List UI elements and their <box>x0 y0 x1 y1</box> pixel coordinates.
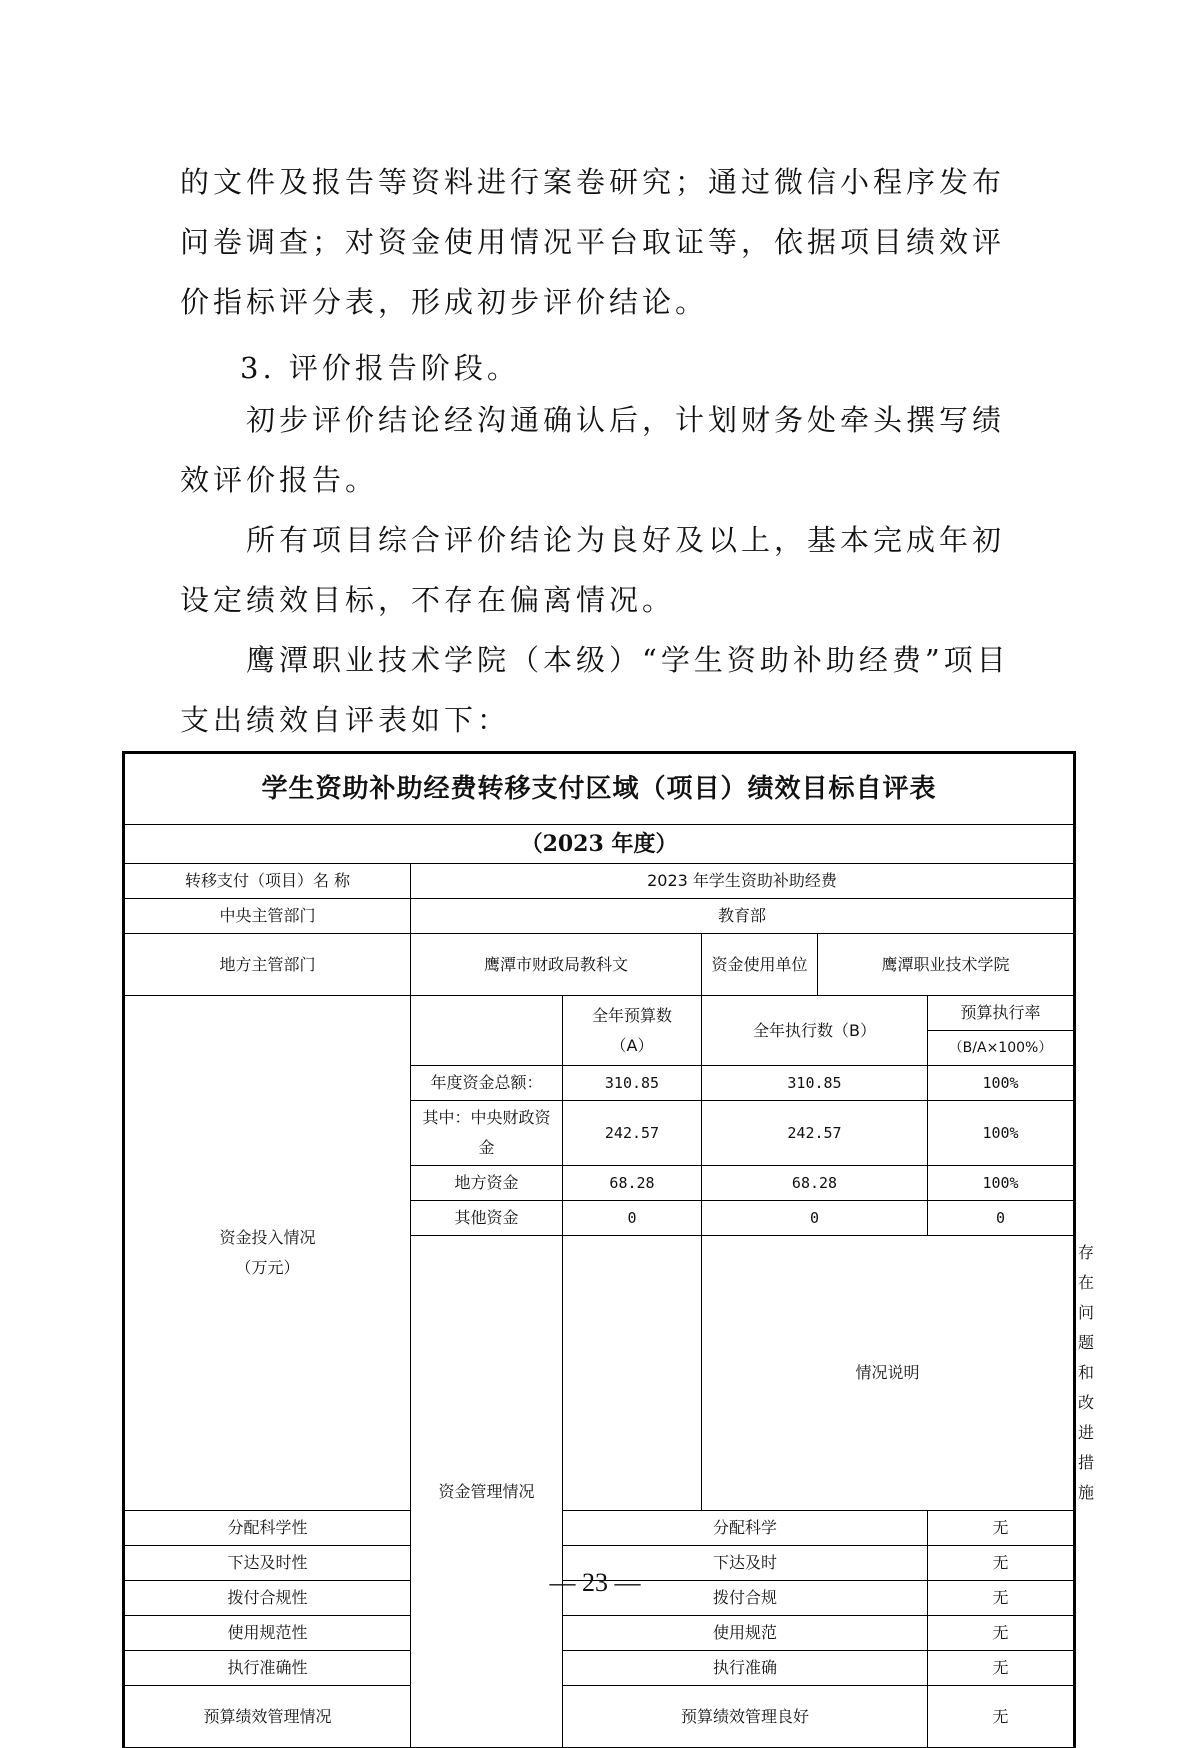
funding-row-label: 其中：中央财政资金 <box>411 1101 563 1166</box>
funding-row-label: 其他资金 <box>411 1201 563 1236</box>
table-year: （2023 年度） <box>125 825 1074 864</box>
user-unit-label: 资金使用单位 <box>702 934 818 996</box>
body-paragraph-3: 所有项目综合评价结论为良好及以上，基本完成年初设定绩效目标，不存在偏离情况。 <box>180 523 1006 617</box>
funding-section-label: 资金投入情况 （万元） <box>125 996 411 1511</box>
funding-rate-value: 100% <box>928 1166 1074 1201</box>
funding-exec-value: 242.57 <box>702 1101 928 1166</box>
col-budget-header: 全年预算数 （A） <box>563 996 702 1066</box>
central-dept-label: 中央主管部门 <box>125 899 411 934</box>
management-desc: 使用规范 <box>563 1616 928 1651</box>
management-desc: 拨付合规 <box>563 1581 928 1616</box>
management-row-label: 分配科学性 <box>125 1511 411 1546</box>
project-name-label: 转移支付（项目）名 称 <box>125 864 411 899</box>
management-issue: 无 <box>928 1581 1074 1616</box>
management-row-label: 预算绩效管理情况 <box>125 1686 411 1748</box>
central-dept-value: 教育部 <box>411 899 1074 934</box>
management-row-label: 下达及时性 <box>125 1546 411 1581</box>
funding-row-label: 年度资金总额： <box>411 1066 563 1101</box>
management-issue: 无 <box>928 1686 1074 1748</box>
local-dept-value: 鹰潭市财政局教科文 <box>411 934 702 996</box>
col-desc-header: 情况说明 <box>702 1236 1074 1511</box>
funding-rate-value: 100% <box>928 1066 1074 1101</box>
funding-rate-value: 0 <box>928 1201 1074 1236</box>
funding-header-blank <box>411 996 563 1066</box>
body-paragraph-2: 初步评价结论经沟通确认后，计划财务处牵头撰写绩效评价报告。 <box>180 403 1006 497</box>
project-name-value: 2023 年学生资助补助经费 <box>411 864 1074 899</box>
col-exec-header: 全年执行数（B） <box>702 996 928 1066</box>
funding-exec-value: 0 <box>702 1201 928 1236</box>
performance-evaluation-table: 学生资助补助经费转移支付区域（项目）绩效目标自评表 （2023 年度） 转移支付（项目）名 称 2023 年学生资助补助经费 中央主管部门 教育部 地方主管部门 鹰潭市财政局教科文 资金使用单位 鹰潭职业技术学院 资金投入情况 （万元） 全年预算数 （A） 全年执行数（B） 预算执行率 （B/A×100%） 年度资金总额： 310.85 310.85 100% 其中：中央财政资金 242.57 242.57 100% 地方资金 68.28 68.28 100% 其他资金 0 0 0 资金管理情况 情况说明 存在问题和改进措施 分配科学性 分配科学 无 下达及时性 下达及时 无 拨付合规性 拨付合规 无 使用规范性 使用规范 无 执行准确性 执行准确 无 预算绩效管理情况 预算绩效管理良好 无 <box>124 753 1074 1748</box>
funding-budget-value: 310.85 <box>563 1066 702 1101</box>
table-title: 学生资助补助经费转移支付区域（项目）绩效目标自评表 <box>125 754 1074 825</box>
local-dept-label: 地方主管部门 <box>125 934 411 996</box>
funding-row-label: 地方资金 <box>411 1166 563 1201</box>
management-row-label: 执行准确性 <box>125 1651 411 1686</box>
management-desc: 分配科学 <box>563 1511 928 1546</box>
management-section-label: 资金管理情况 <box>411 1236 563 1748</box>
management-desc: 预算绩效管理良好 <box>563 1686 928 1748</box>
body-paragraph-1: 的文件及报告等资料进行案卷研究；通过微信小程序发布问卷调查；对资金使用情况平台取证等，依据项目绩效评价指标评分表，形成初步评价结论。 <box>180 165 1006 319</box>
col-rate-formula: （B/A×100%） <box>928 1031 1074 1066</box>
col-rate-header: 预算执行率 <box>928 996 1074 1031</box>
funding-exec-value: 68.28 <box>702 1166 928 1201</box>
funding-exec-value: 310.85 <box>702 1066 928 1101</box>
management-issue: 无 <box>928 1511 1074 1546</box>
management-desc: 执行准确 <box>563 1651 928 1686</box>
body-paragraph-4: 鹰潭职业技术学院（本级）“学生资助补助经费”项目支出绩效自评表如下： <box>180 643 1010 737</box>
management-row-label: 拨付合规性 <box>125 1581 411 1616</box>
page-number: — 23 — <box>549 1568 641 1597</box>
funding-budget-value: 0 <box>563 1201 702 1236</box>
management-issue: 无 <box>928 1651 1074 1686</box>
funding-rate-value: 100% <box>928 1101 1074 1166</box>
funding-budget-value: 68.28 <box>563 1166 702 1201</box>
user-unit-value: 鹰潭职业技术学院 <box>818 934 1074 996</box>
management-row-label: 使用规范性 <box>125 1616 411 1651</box>
management-issue: 无 <box>928 1546 1074 1581</box>
funding-budget-value: 242.57 <box>563 1101 702 1166</box>
management-desc: 下达及时 <box>563 1546 928 1581</box>
management-header-blank <box>563 1236 702 1511</box>
management-issue: 无 <box>928 1616 1074 1651</box>
section-heading-3: 3. 评价报告阶段。 <box>240 351 520 385</box>
